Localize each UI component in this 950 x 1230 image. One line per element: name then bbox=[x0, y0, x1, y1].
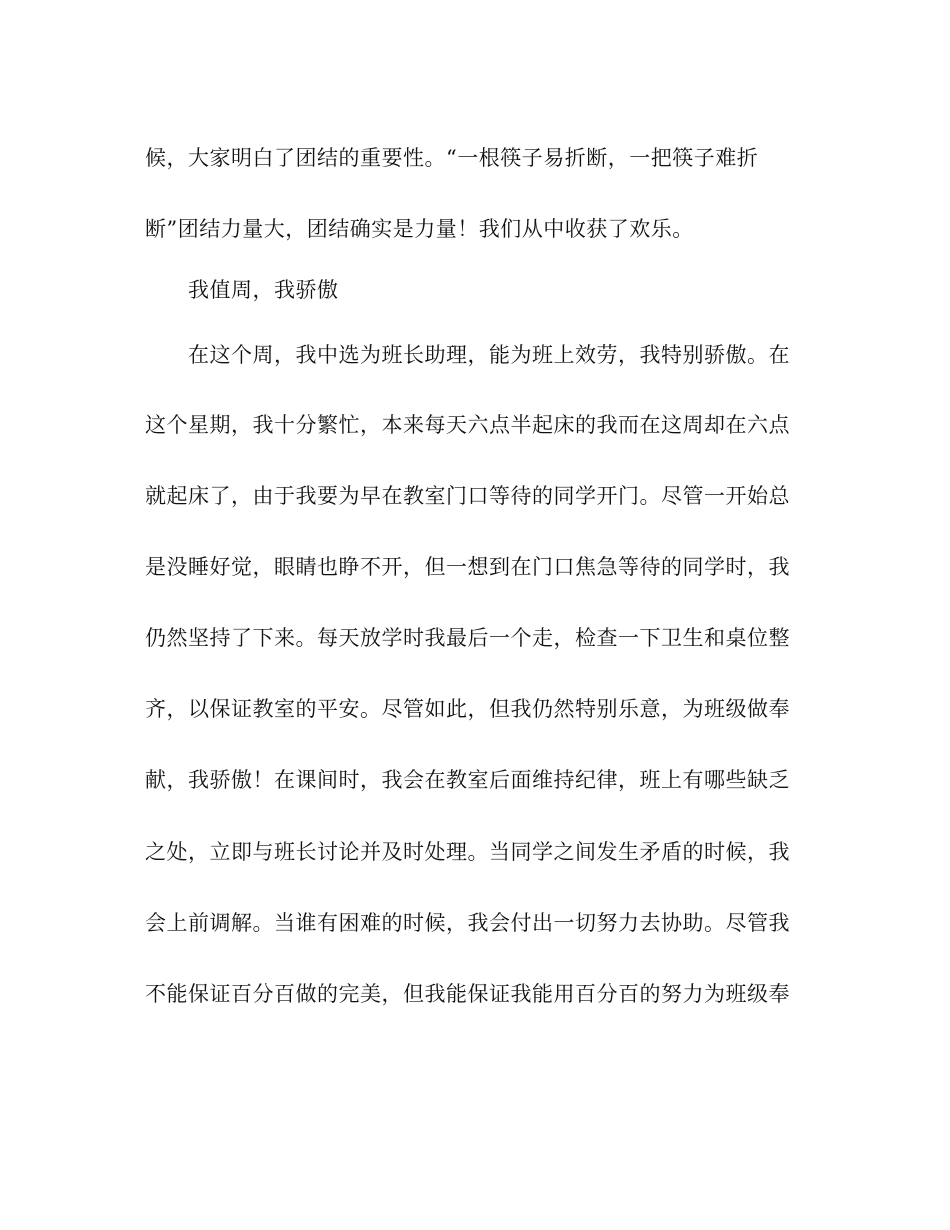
paragraph-line: 断”团结力量大，团结确实是力量！我们从中收获了欢乐。 bbox=[145, 217, 694, 241]
paragraph-line: 会上前调解。当谁有困难的时候，我会付出一切努力去协助。尽管我 bbox=[145, 911, 790, 935]
paragraph-line: 仍然坚持了下来。每天放学时我最后一个走，检查一下卫生和桌位整 bbox=[145, 626, 790, 650]
paragraph-line: 献，我骄傲！在课间时，我会在教室后面维持纪律，班上有哪些缺乏 bbox=[145, 768, 790, 792]
paragraph-line: 在这个周，我中选为班长助理，能为班上效劳，我特别骄傲。在 bbox=[188, 343, 790, 367]
paragraph-line: 候，大家明白了团结的重要性。“一根筷子易折断，一把筷子难折 bbox=[145, 146, 759, 170]
paragraph-line: 不能保证百分百做的完美，但我能保证我能用百分百的努力为班级奉 bbox=[145, 982, 790, 1006]
section-heading: 我值周，我骄傲 bbox=[188, 278, 339, 302]
paragraph-line: 这个星期，我十分繁忙，本来每天六点半起床的我而在这周却在六点 bbox=[145, 413, 790, 437]
paragraph-line: 之处，立即与班长讨论并及时处理。当同学之间发生矛盾的时候，我 bbox=[145, 840, 790, 864]
paragraph-line: 就起床了，由于我要为早在教室门口等待的同学开门。尽管一开始总 bbox=[145, 484, 790, 508]
paragraph-line: 齐，以保证教室的平安。尽管如此，但我仍然特别乐意，为班级做奉 bbox=[145, 697, 790, 721]
paragraph-line: 是没睡好觉，眼睛也睁不开，但一想到在门口焦急等待的同学时，我 bbox=[145, 555, 790, 579]
